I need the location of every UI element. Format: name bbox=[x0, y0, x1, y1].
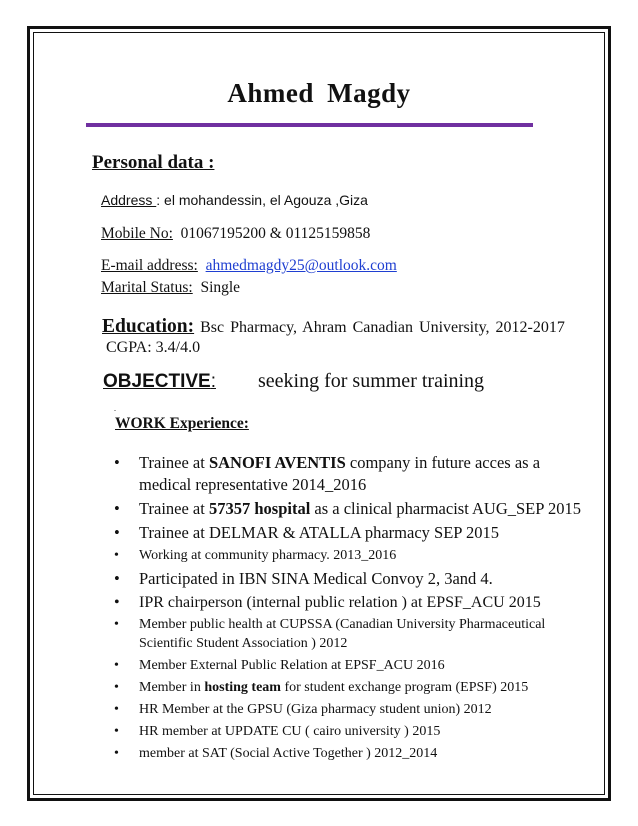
list-item: • Working at community pharmacy. 2013_2016 bbox=[114, 548, 397, 563]
education-row bbox=[102, 316, 565, 338]
bullet-icon: • bbox=[114, 617, 119, 632]
marital-row bbox=[101, 279, 240, 297]
list-item: • Trainee at SANOFI AVENTIS company in future acces as a medical representative 2014_2016 bbox=[114, 453, 541, 494]
personal-data-heading: Personal data : bbox=[92, 152, 215, 173]
bullet-icon: • bbox=[114, 724, 119, 739]
list-item: • IPR chairperson (internal public relation ) at EPSF_ACU 2015 bbox=[114, 594, 541, 611]
address-label: Address bbox=[101, 192, 157, 208]
marital-value: Single bbox=[200, 279, 241, 296]
address-row bbox=[101, 192, 368, 208]
email-row bbox=[101, 257, 397, 275]
resume-name: Ahmed Magdy bbox=[227, 78, 411, 108]
list-item: • Trainee at DELMAR & ATALLA pharmacy SEP 2015 bbox=[114, 523, 499, 542]
list-item: • member at SAT (Social Active Together ) 2012_2014 bbox=[114, 746, 438, 761]
list-item: • HR Member at the GPSU (Giza pharmacy student union) 2012 bbox=[114, 702, 492, 717]
list-item: • Member public health at CUPSSA (Canadian University Pharmaceutical Scientific Student Association ) 2012 bbox=[114, 617, 546, 651]
objective-text: seeking for summer training bbox=[258, 370, 485, 392]
title-divider bbox=[86, 123, 533, 127]
mobile-value: 01067195200 & 01125159858 bbox=[180, 225, 371, 242]
education-text: Bsc Pharmacy, Ahram Canadian University, 2012-2017 bbox=[200, 319, 565, 336]
list-item: • Member External Public Relation at EPSF_ACU 2016 bbox=[114, 658, 445, 673]
bullet-icon: • bbox=[114, 548, 119, 563]
bullet-icon: • bbox=[114, 523, 120, 542]
email-label: E-mail address: bbox=[101, 257, 198, 274]
bullet-icon: • bbox=[114, 499, 120, 518]
bullet-icon: • bbox=[114, 594, 120, 611]
bullet-icon: • bbox=[114, 569, 120, 588]
list-item: • HR member at UPDATE CU ( cairo university ) 2015 bbox=[114, 724, 441, 739]
address-value: : el mohandessin, el Agouza ,Giza bbox=[156, 192, 368, 208]
work-experience-heading: WORK Experience: bbox=[115, 415, 249, 432]
stray-dot: . bbox=[114, 404, 116, 413]
list-item: • Participated in IBN SINA Medical Convoy 2, 3and 4. bbox=[114, 569, 493, 588]
objective-heading: OBJECTIVE: bbox=[103, 371, 216, 392]
mobile-label: Mobile No: bbox=[101, 225, 173, 242]
bullet-icon: • bbox=[114, 746, 119, 761]
experience-list bbox=[114, 452, 584, 766]
mobile-row bbox=[101, 225, 370, 243]
list-item: • Member in hosting team for student exchange program (EPSF) 2015 bbox=[114, 680, 529, 695]
list-item: • Trainee at 57357 hospital as a clinical pharmacist AUG_SEP 2015 bbox=[114, 499, 581, 518]
email-link[interactable]: ahmedmagdy25@outlook.com bbox=[205, 257, 397, 274]
marital-label: Marital Status: bbox=[101, 279, 193, 296]
bullet-icon: • bbox=[114, 680, 119, 695]
bullet-icon: • bbox=[114, 453, 120, 472]
bullet-icon: • bbox=[114, 658, 119, 673]
bullet-icon: • bbox=[114, 702, 119, 717]
cgpa: CGPA: 3.4/4.0 bbox=[106, 339, 201, 356]
education-heading: Education: bbox=[102, 316, 195, 337]
